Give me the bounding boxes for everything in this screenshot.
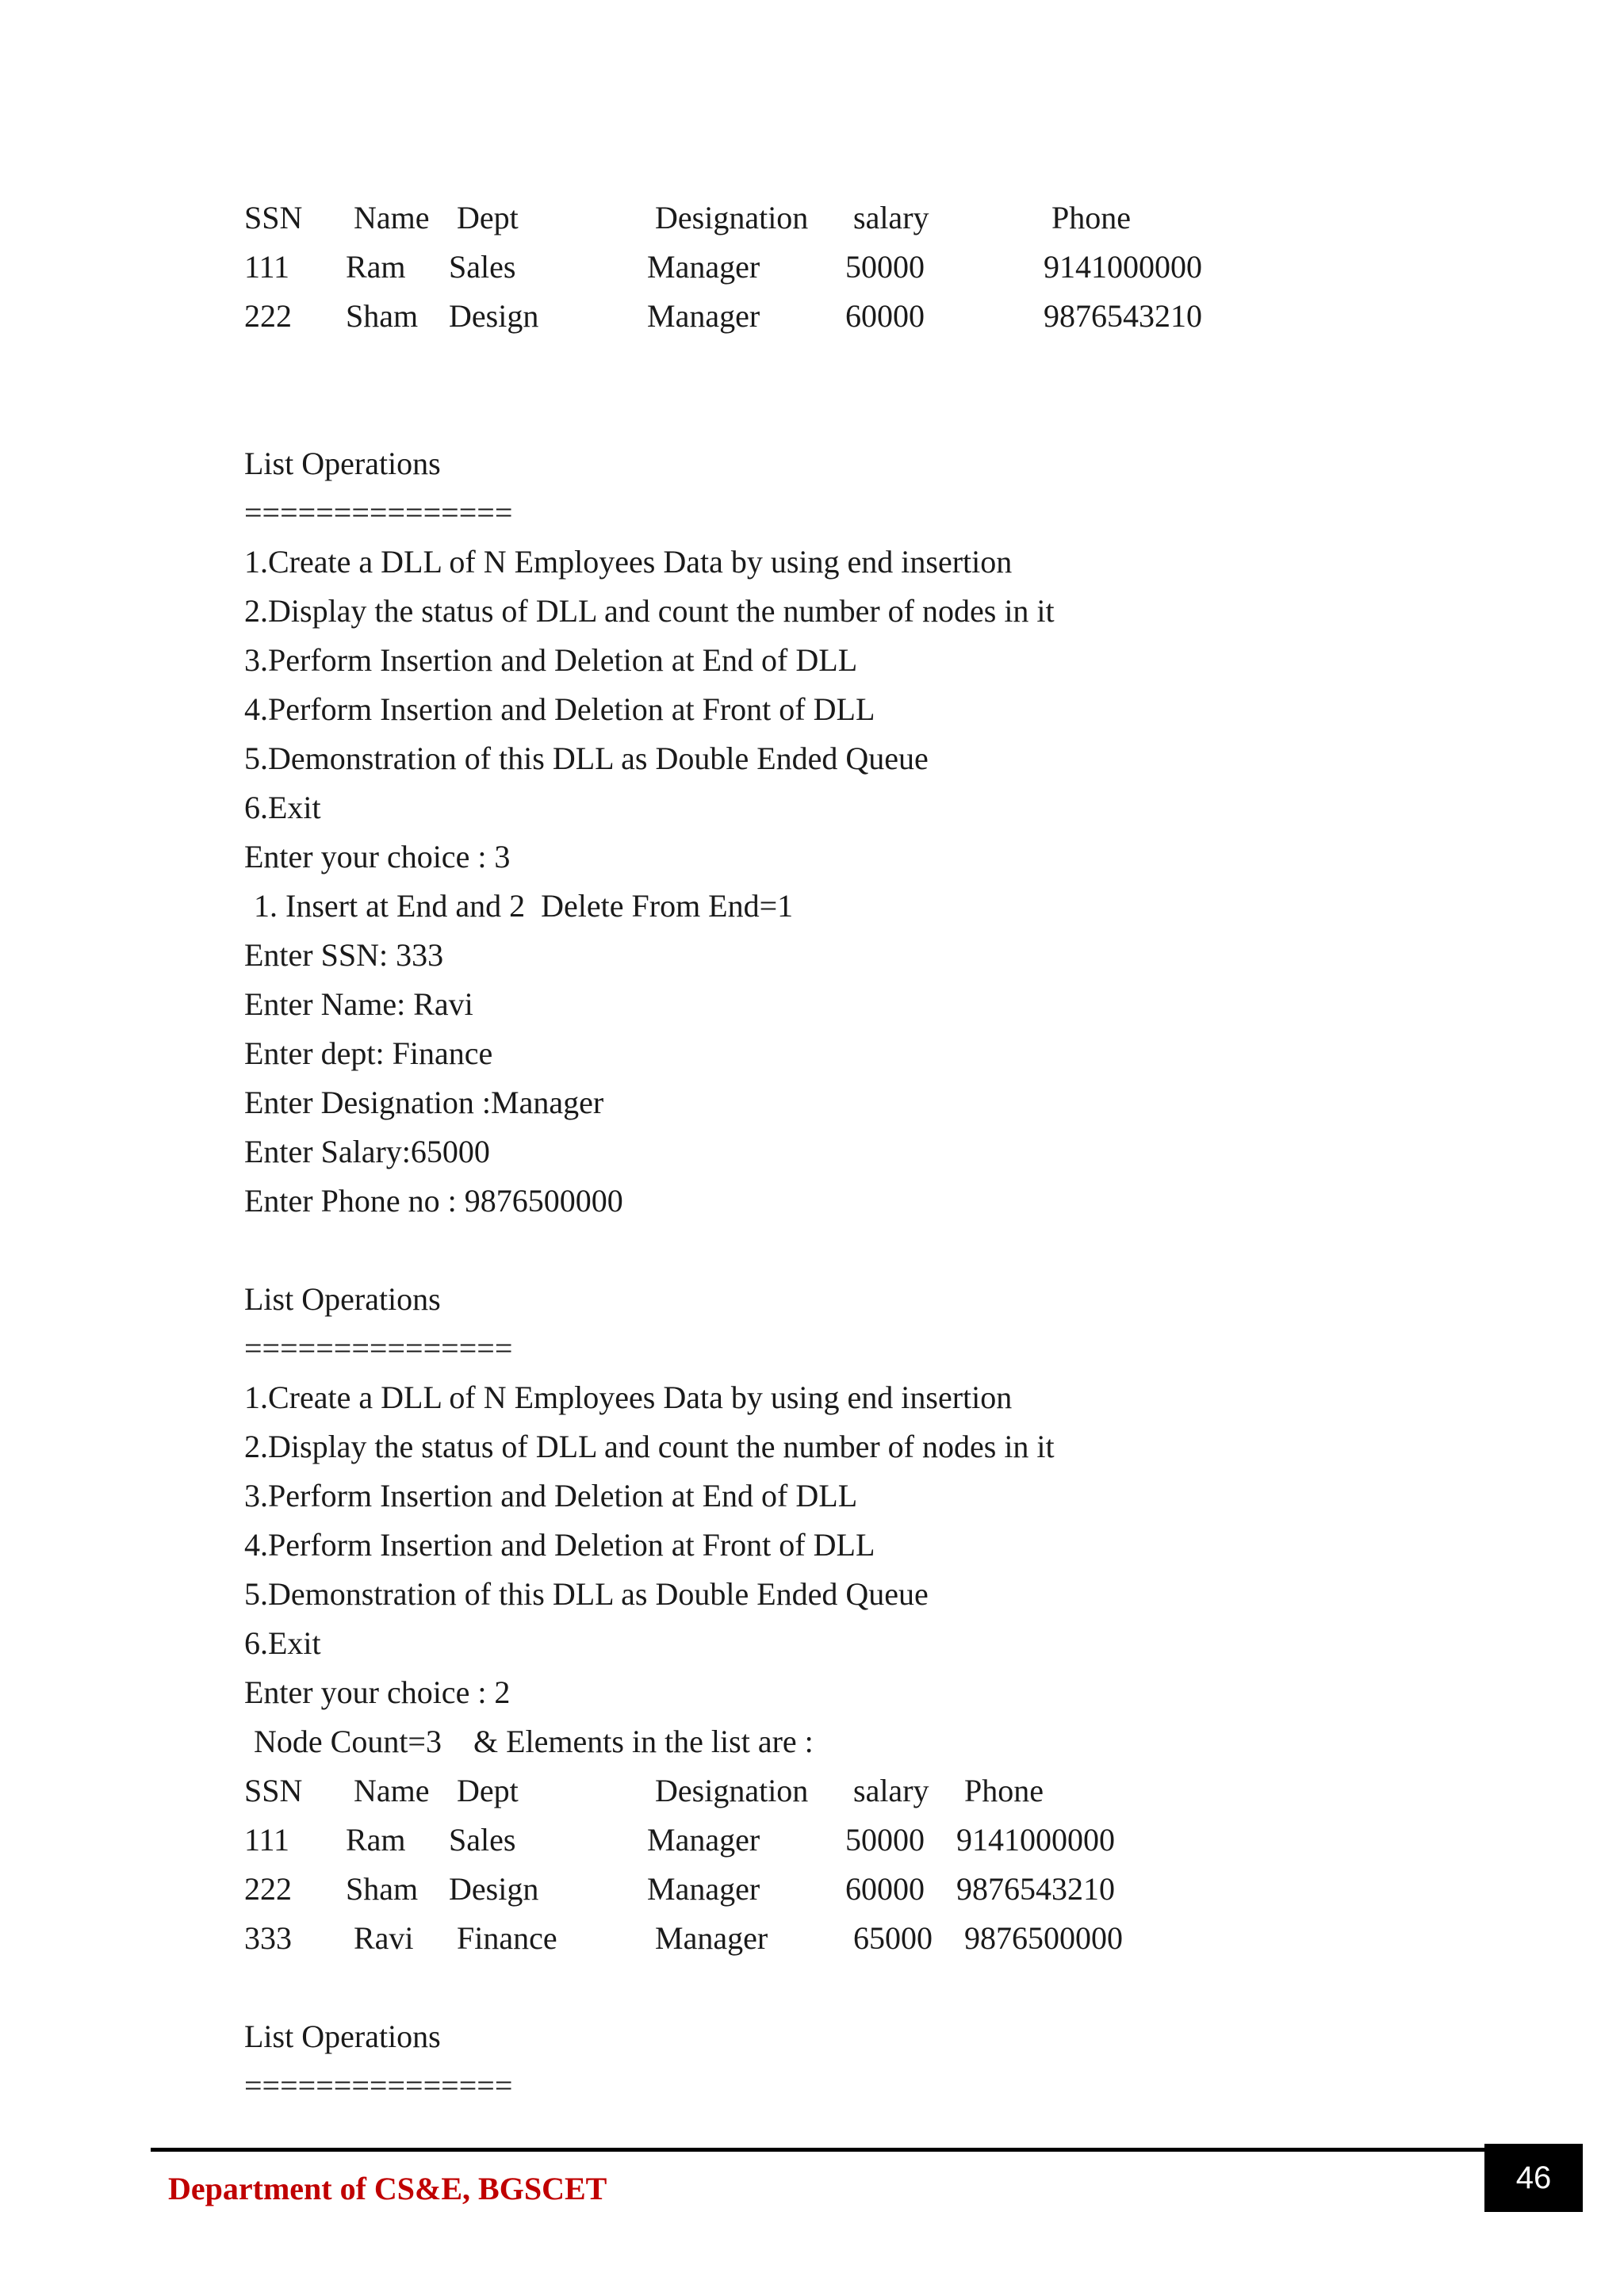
menu-item: 6.Exit: [244, 1625, 321, 1661]
cell-dept: Sales: [449, 1822, 516, 1858]
cell-dept: Finance: [457, 1920, 557, 1956]
cell-name: Ram: [346, 1822, 406, 1858]
cell-ssn: 222: [244, 298, 292, 334]
col-ssn-header: SSN: [244, 200, 303, 235]
cell-salary: 60000: [845, 298, 925, 334]
cell-phone: 9141000000: [956, 1822, 1115, 1858]
cell-ssn: 111: [244, 249, 290, 285]
menu-item: 1.Create a DLL of N Employees Data by using end insertion: [244, 544, 1013, 580]
cell-dept: Sales: [449, 249, 516, 285]
table-header-row: [244, 193, 1513, 243]
choice-prompt: Enter your choice : 3: [244, 839, 511, 874]
page-number-badge: [1484, 2144, 1583, 2212]
cell-salary: 50000: [845, 1822, 925, 1858]
table-row: [244, 1914, 1513, 1963]
cell-name: Sham: [346, 1871, 419, 1907]
table-row: [244, 1865, 1513, 1914]
menu-item: 4.Perform Insertion and Deletion at Front of DLL: [244, 691, 875, 727]
footer-rule: [151, 2148, 1484, 2152]
menu-rule: ===============: [244, 2068, 513, 2103]
menu-item: 2.Display the status of DLL and count the number of nodes in it: [244, 593, 1055, 629]
input-line: Enter Salary:65000: [244, 1134, 490, 1169]
cell-phone: 9876543210: [1044, 298, 1202, 334]
menu-rule: ===============: [244, 495, 513, 530]
table-row: [244, 1816, 1513, 1865]
cell-dept: Design: [449, 298, 539, 334]
cell-designation: Manager: [647, 1822, 760, 1858]
cell-name: Ravi: [354, 1920, 414, 1956]
col-designation-header: Designation: [655, 200, 809, 235]
sub-prompt: 1. Insert at End and 2 Delete From End=1: [254, 888, 794, 924]
input-line: Enter SSN: 333: [244, 937, 444, 973]
col-salary-header: salary: [853, 1773, 929, 1808]
table-header-row: [244, 1766, 1513, 1816]
col-name-header: Name: [354, 200, 430, 235]
menu-item: 4.Perform Insertion and Deletion at Front of DLL: [244, 1527, 875, 1563]
col-name-header: Name: [354, 1773, 430, 1808]
menu-item: 5.Demonstration of this DLL as Double Ended Queue: [244, 740, 929, 776]
cell-phone: 9876500000: [964, 1920, 1123, 1956]
spacer: [244, 1226, 1513, 1275]
cell-name: Sham: [346, 298, 419, 334]
cell-ssn: 333: [244, 1920, 292, 1956]
node-count-line: Node Count=3 & Elements in the list are :: [254, 1724, 814, 1759]
menu-title: List Operations: [244, 446, 441, 481]
cell-name: Ram: [346, 249, 406, 285]
input-line: Enter dept: Finance: [244, 1035, 493, 1071]
input-line: Enter Name: Ravi: [244, 986, 473, 1022]
col-dept-header: Dept: [457, 1773, 519, 1808]
menu-item: 6.Exit: [244, 790, 321, 825]
cell-designation: Manager: [647, 249, 760, 285]
cell-designation: Manager: [655, 1920, 768, 1956]
input-line: Enter Designation :Manager: [244, 1085, 604, 1120]
table-row: [244, 243, 1513, 292]
choice-prompt: Enter your choice : 2: [244, 1674, 511, 1710]
cell-ssn: 222: [244, 1871, 292, 1907]
cell-salary: 65000: [853, 1920, 933, 1956]
cell-salary: 50000: [845, 249, 925, 285]
spacer: [244, 341, 1513, 439]
footer-department: Department of CS&E, BGSCET: [168, 2171, 607, 2206]
table-row: [244, 292, 1513, 341]
col-dept-header: Dept: [457, 200, 519, 235]
program-output: [244, 193, 1513, 2110]
cell-phone: 9141000000: [1044, 249, 1202, 285]
page-number: 46: [1515, 2160, 1552, 2195]
spacer: [244, 1963, 1513, 2012]
col-phone-header: Phone: [1051, 200, 1131, 235]
col-salary-header: salary: [853, 200, 929, 235]
cell-designation: Manager: [647, 298, 760, 334]
cell-phone: 9876543210: [956, 1871, 1115, 1907]
cell-ssn: 111: [244, 1822, 290, 1858]
menu-item: 1.Create a DLL of N Employees Data by using end insertion: [244, 1380, 1013, 1415]
input-line: Enter Phone no : 9876500000: [244, 1183, 623, 1219]
cell-salary: 60000: [845, 1871, 925, 1907]
menu-title: List Operations: [244, 2019, 441, 2054]
col-ssn-header: SSN: [244, 1773, 303, 1808]
menu-item: 3.Perform Insertion and Deletion at End of DLL: [244, 642, 858, 678]
menu-rule: ===============: [244, 1330, 513, 1366]
cell-designation: Manager: [647, 1871, 760, 1907]
menu-title: List Operations: [244, 1281, 441, 1317]
col-designation-header: Designation: [655, 1773, 809, 1808]
cell-dept: Design: [449, 1871, 539, 1907]
menu-item: 2.Display the status of DLL and count the number of nodes in it: [244, 1429, 1055, 1464]
menu-item: 3.Perform Insertion and Deletion at End of DLL: [244, 1478, 858, 1513]
menu-item: 5.Demonstration of this DLL as Double Ended Queue: [244, 1576, 929, 1612]
col-phone-header: Phone: [964, 1773, 1044, 1808]
